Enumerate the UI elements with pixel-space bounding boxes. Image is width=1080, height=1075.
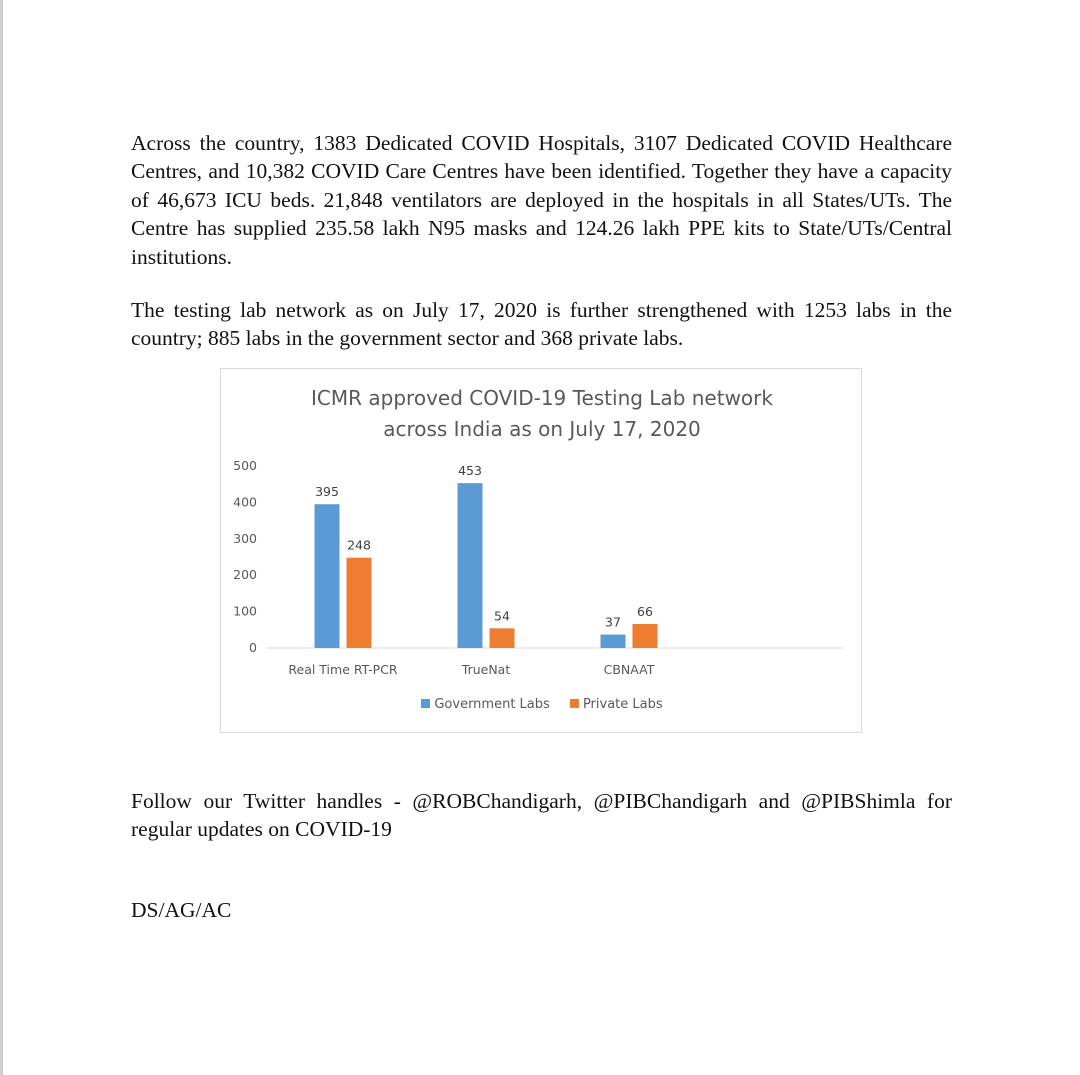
x-category-label: Real Time RT-PCR [288, 662, 398, 677]
x-category-label: TrueNat [461, 662, 511, 677]
y-tick-label: 300 [233, 530, 257, 546]
data-label: 395 [315, 484, 339, 500]
y-tick-label: 100 [233, 603, 257, 619]
data-label: 453 [458, 463, 482, 479]
data-label: 54 [494, 608, 510, 624]
chart-plot [221, 369, 861, 732]
legend-label-government: Government Labs [434, 697, 550, 712]
legend-swatch-government [421, 699, 430, 708]
bar-private-2 [633, 624, 658, 648]
bar-private-0 [347, 558, 372, 648]
chart-legend [221, 697, 863, 712]
y-tick-label: 0 [249, 640, 257, 655]
data-label: 248 [347, 537, 371, 553]
lab-network-chart [220, 368, 862, 733]
legend-swatch-private [570, 699, 579, 708]
y-tick-label: 500 [233, 458, 257, 473]
x-category-label: CBNAAT [603, 662, 655, 677]
legend-item-private [570, 697, 663, 712]
legend-label-private: Private Labs [582, 697, 663, 712]
bar-private-1 [490, 628, 515, 648]
legend-item-government [421, 697, 549, 712]
data-label: 66 [637, 603, 653, 619]
paragraph-testing-labs: The testing lab network as on July 17, 2020 is further strengthened with 1253 labs in the country; 885 labs in the government sector and 368 private labs. [131, 298, 952, 351]
y-tick-label: 200 [233, 567, 257, 583]
paragraph-hospitals: Across the country, 1383 Dedicated COVID Hospitals, 3107 Dedicated COVID Healthcare Centres, and 10,382 COVID Care Centres have been identified. Together they have a capacity of 46,673 ICU beds. 21,848 ventilators are deployed in the hospitals in all States/UTs. The Centre has supplied 235.58 lakh N95 masks and 124.26 lakh PPE kits to State/UTs/Central institutions. [131, 131, 952, 269]
chart-title-line-1: ICMR approved COVID-19 Testing Lab network [311, 386, 773, 410]
bar-government-2 [601, 635, 626, 648]
y-tick-label: 400 [233, 494, 257, 510]
signoff-initials: DS/AG/AC [131, 898, 232, 922]
paragraph-twitter-handles: Follow our Twitter handles - @ROBChandigarh, @PIBChandigarh and @PIBShimla for regular updates on COVID-19 [131, 789, 952, 842]
page-left-rule [0, 0, 3, 1075]
chart-title-line-2: across India as on July 17, 2020 [383, 417, 701, 441]
data-label: 37 [605, 614, 621, 630]
bar-government-1 [458, 483, 483, 648]
bar-government-0 [315, 504, 340, 648]
